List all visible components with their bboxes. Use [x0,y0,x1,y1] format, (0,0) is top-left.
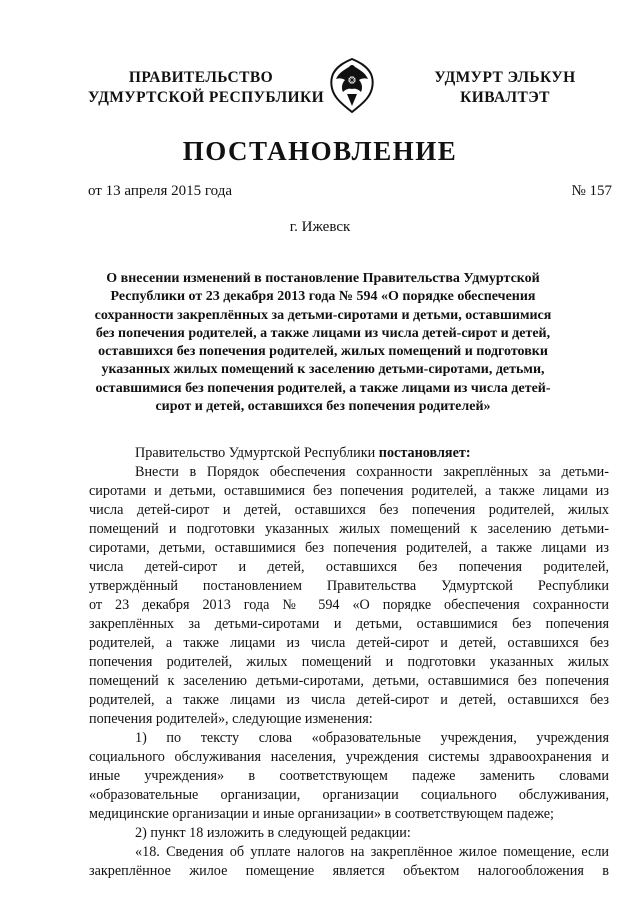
issuer-line: УДМУРТСКОЙ РЕСПУБЛИКИ [88,89,325,106]
document-date: от 13 апреля 2015 года [88,183,233,199]
body-line: попечения родителей, жилых помещений и подготовки указанных жилых [89,654,609,670]
subject-line: без попечения родителей, а также лицами из числа детей-сирот и детей, [95,325,551,341]
issuer-line: КИВАЛТЭТ [460,89,550,106]
body-line: помещений к заселению детьми-сиротами, детьми, оставшимися без попечения [89,673,609,689]
body-line: сиротами и детьми, оставшимися без попечения родителей, а также лицами из [89,483,609,499]
document-number: № 157 [571,183,612,199]
body-line: родителей, а также лицами из числа детей-сирот и детей, оставшихся без [89,692,609,708]
body-line: закреплённых за детьми-сиротами и детьми, оставшимися без попечения [89,616,609,632]
subject-line: сирот и детей, оставшихся без попечения родителей» [155,399,491,415]
document-type-title: ПОСТАНОВЛЕНИЕ [182,136,458,166]
subject-line: Республики от 23 декабря 2013 года № 594 «О порядке обеспечения [110,289,536,305]
body-line: 1) по тексту слова «образовательные учреждения, учреждения [135,730,609,746]
body-line: сиротами, детьми, оставшимися без попечения родителей, а также лицами из [89,540,609,556]
body-line: помещений и подготовки указанных жилых помещений к заселению детьми- [89,521,609,537]
document-subject [80,270,566,416]
subject-line: оставшихся без попечения родителей, жилых помещений и подготовки [98,344,548,360]
issuer-line: ПРАВИТЕЛЬСТВО [128,69,274,86]
body-line: от 23 декабря 2013 года № 594 «О порядке обеспечения сохранности [89,597,609,613]
body-line: числа детей-сирот и детей, оставшихся без попечения родителей, жилых [89,502,609,518]
coat-of-arms-icon [327,56,377,114]
body-line: родителей, а также лицами из числа детей-сирот и детей, оставшихся без [89,635,609,651]
issuer-name-russian [88,68,325,108]
subject-line: указанных жилых помещений к заселению детьми-сиротами, детьми, [101,362,545,378]
issuer-line: УДМУРТ ЭЛЬКУН [434,69,576,86]
subject-line: О внесении изменений в постановление Правительства Удмуртской [106,271,540,286]
intro-text: Правительство Удмуртской Республики [135,445,379,461]
subject-line: сохранности закреплённых за детьми-сиротами и детьми, оставшимися [94,307,552,323]
body-line: числа детей-сирот и детей, оставшихся без попечения родителей, [89,559,609,575]
body-line: Внести в Порядок обеспечения сохранности закреплённых за детьми- [135,464,609,480]
body-line: «образовательные организации, организации социального обслуживания, [89,787,609,803]
body-line: «18. Сведения об уплате налогов на закреплённое жилое помещение, если [135,844,609,860]
body-line: утверждённый постановлением Правительства Удмуртской Республики [89,578,609,594]
issuer-name-udmurt [414,68,596,108]
body-line: социального обслуживания населения, учреждения системы здравоохранения и [89,749,609,765]
body-line: попечения родителей», следующие изменения: [89,711,373,727]
body-line: медицинские организации и иные организации» в соответствующем падеже; [89,806,554,822]
intro-line [89,444,609,463]
body-line: закреплённое жилое помещение является объектом налогообложения в [89,863,609,879]
document-body [89,444,609,881]
body-line: 2) пункт 18 изложить в следующей редакции: [135,825,411,841]
document-city: г. Ижевск [289,219,351,235]
intro-verb: постановляет: [378,445,471,461]
subject-line: оставшимися без попечения родителей, а также лицами из числа детей- [95,380,551,396]
body-line: иные учреждения» в соответствующем падеже заменить словами [89,768,609,784]
